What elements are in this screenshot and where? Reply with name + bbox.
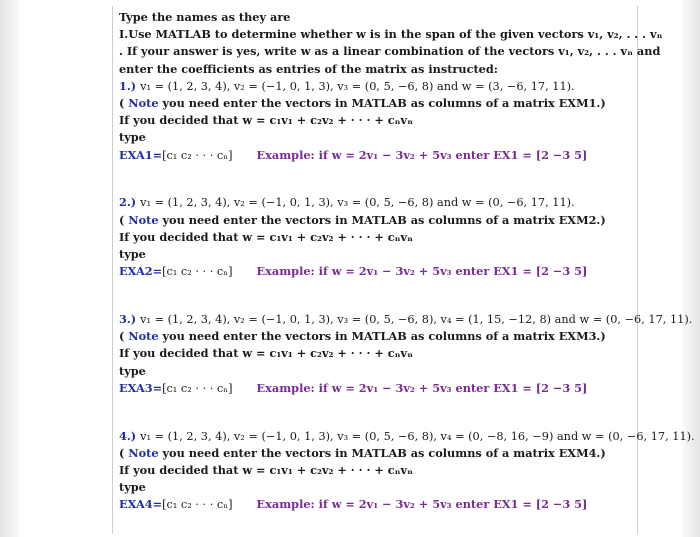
instruction-line-3: enter the coefficients as entries of the matrix as instructed: [119, 61, 498, 76]
vectors-text: v₁ = (1, 2, 3, 4), v₂ = (−1, 0, 1, 3), v₃ = (0, 5, −6, 8), v₄ = (1, 15, −12, 8) and w = (0, −6, 17, 11). [140, 313, 693, 327]
problem-number: 2.) [119, 195, 137, 210]
problem-condition: If you decided that w = c₁v₁ + c₂v₂ + · · · + cₙvₙ [119, 346, 413, 361]
type-label: type [119, 130, 146, 145]
example-word: Example: [256, 380, 315, 395]
document-page [112, 6, 695, 534]
problem-3 [119, 311, 693, 397]
instruction-line-1: I.Use MATLAB to determine whether w is in the span of the given vectors v₁, v₂, . . . vₙ [119, 27, 663, 42]
spacer [119, 179, 635, 194]
answer-matrix: [c₁ c₂ · · · cₙ] [162, 148, 233, 162]
problem-1 [119, 78, 635, 164]
note-open: ( [119, 445, 129, 460]
example [257, 148, 588, 162]
type-label: type [119, 363, 146, 378]
example [257, 497, 588, 511]
problem-condition: If you decided that w = c₁v₁ + c₂v₂ + · · · + cₙvₙ [119, 229, 413, 244]
spacer [119, 412, 635, 427]
problem-condition: If you decided that w = c₁v₁ + c₂v₂ + · · · + cₙvₙ [119, 463, 413, 478]
example-text: if w = 2v₁ − 3v₂ + 5v₃ enter EX1 = [2 −3 5] [318, 147, 588, 162]
vectors-text: v₁ = (1, 2, 3, 4), v₂ = (−1, 0, 1, 3), v₃ = (0, 5, −6, 8) and w = (3, −6, 17, 11). [140, 79, 575, 93]
answer-name: EXA4= [119, 497, 163, 512]
problem-number: 1.) [119, 78, 137, 93]
problem-vectors [119, 194, 635, 211]
example-text: if w = 2v₁ − 3v₂ + 5v₃ enter EX1 = [2 −3 5] [318, 264, 588, 279]
answer-name: EXA1= [119, 147, 163, 162]
note-open: ( [119, 96, 129, 111]
note-word: Note [128, 212, 159, 227]
answer-line [119, 263, 635, 280]
problem-number: 4.) [119, 428, 137, 443]
answer-matrix: [c₁ c₂ · · · cₙ] [162, 498, 233, 512]
problem-vectors [119, 311, 693, 328]
example-word: Example: [256, 264, 315, 279]
note-open: ( [119, 329, 129, 344]
problem-vectors [119, 78, 635, 95]
spacer [119, 164, 635, 179]
spacer [119, 280, 635, 295]
answer-name: EXA2= [119, 264, 163, 279]
screen-edge-right [682, 0, 700, 537]
note-rest: you need enter the vectors in MATLAB as columns of a matrix EXM3.) [158, 329, 606, 344]
spacer [119, 296, 635, 311]
example-text: if w = 2v₁ − 3v₂ + 5v₃ enter EX1 = [2 −3 5] [318, 497, 588, 512]
answer-matrix: [c₁ c₂ · · · cₙ] [162, 265, 233, 279]
problem-note [119, 445, 635, 462]
problem-note [119, 212, 635, 229]
problem-number: 3.) [119, 312, 137, 327]
note-word: Note [128, 445, 159, 460]
problem-4 [119, 428, 695, 514]
problem-condition: If you decided that w = c₁v₁ + c₂v₂ + · · · + cₙvₙ [119, 113, 413, 128]
answer-line [119, 147, 635, 164]
example-word: Example: [256, 497, 315, 512]
instruction-title: Type the names as they are [119, 10, 291, 24]
vectors-text: v₁ = (1, 2, 3, 4), v₂ = (−1, 0, 1, 3), v₃ = (0, 5, −6, 8), v₄ = (0, −8, 16, −9) and w = (0, −6, 17, 11). [140, 429, 695, 443]
type-label: type [119, 480, 146, 495]
answer-name: EXA3= [119, 380, 163, 395]
problem-note [119, 95, 635, 112]
note-word: Note [128, 329, 159, 344]
problem-note [119, 328, 635, 345]
spacer [119, 397, 635, 412]
note-rest: you need enter the vectors in MATLAB as columns of a matrix EXM4.) [158, 445, 606, 460]
example [257, 264, 588, 278]
answer-line [119, 496, 635, 513]
instruction-line-2: . If your answer is yes, write w as a linear combination of the vectors v₁, v₂, . . . vₙ and [119, 44, 661, 59]
note-word: Note [128, 96, 159, 111]
problem-vectors [119, 428, 695, 445]
note-open: ( [119, 212, 129, 227]
type-label: type [119, 247, 146, 262]
problem-2 [119, 194, 635, 280]
screen-edge-left [0, 0, 20, 537]
example-word: Example: [256, 147, 315, 162]
vectors-text: v₁ = (1, 2, 3, 4), v₂ = (−1, 0, 1, 3), v₃ = (0, 5, −6, 8) and w = (0, −6, 17, 11). [140, 196, 575, 210]
example-text: if w = 2v₁ − 3v₂ + 5v₃ enter EX1 = [2 −3 5] [318, 380, 588, 395]
answer-matrix: [c₁ c₂ · · · cₙ] [162, 381, 233, 395]
note-rest: you need enter the vectors in MATLAB as columns of a matrix EXM2.) [158, 212, 606, 227]
document-content [119, 9, 695, 514]
example [257, 381, 588, 395]
answer-line [119, 380, 635, 397]
note-rest: you need enter the vectors in MATLAB as columns of a matrix EXM1.) [158, 96, 606, 111]
